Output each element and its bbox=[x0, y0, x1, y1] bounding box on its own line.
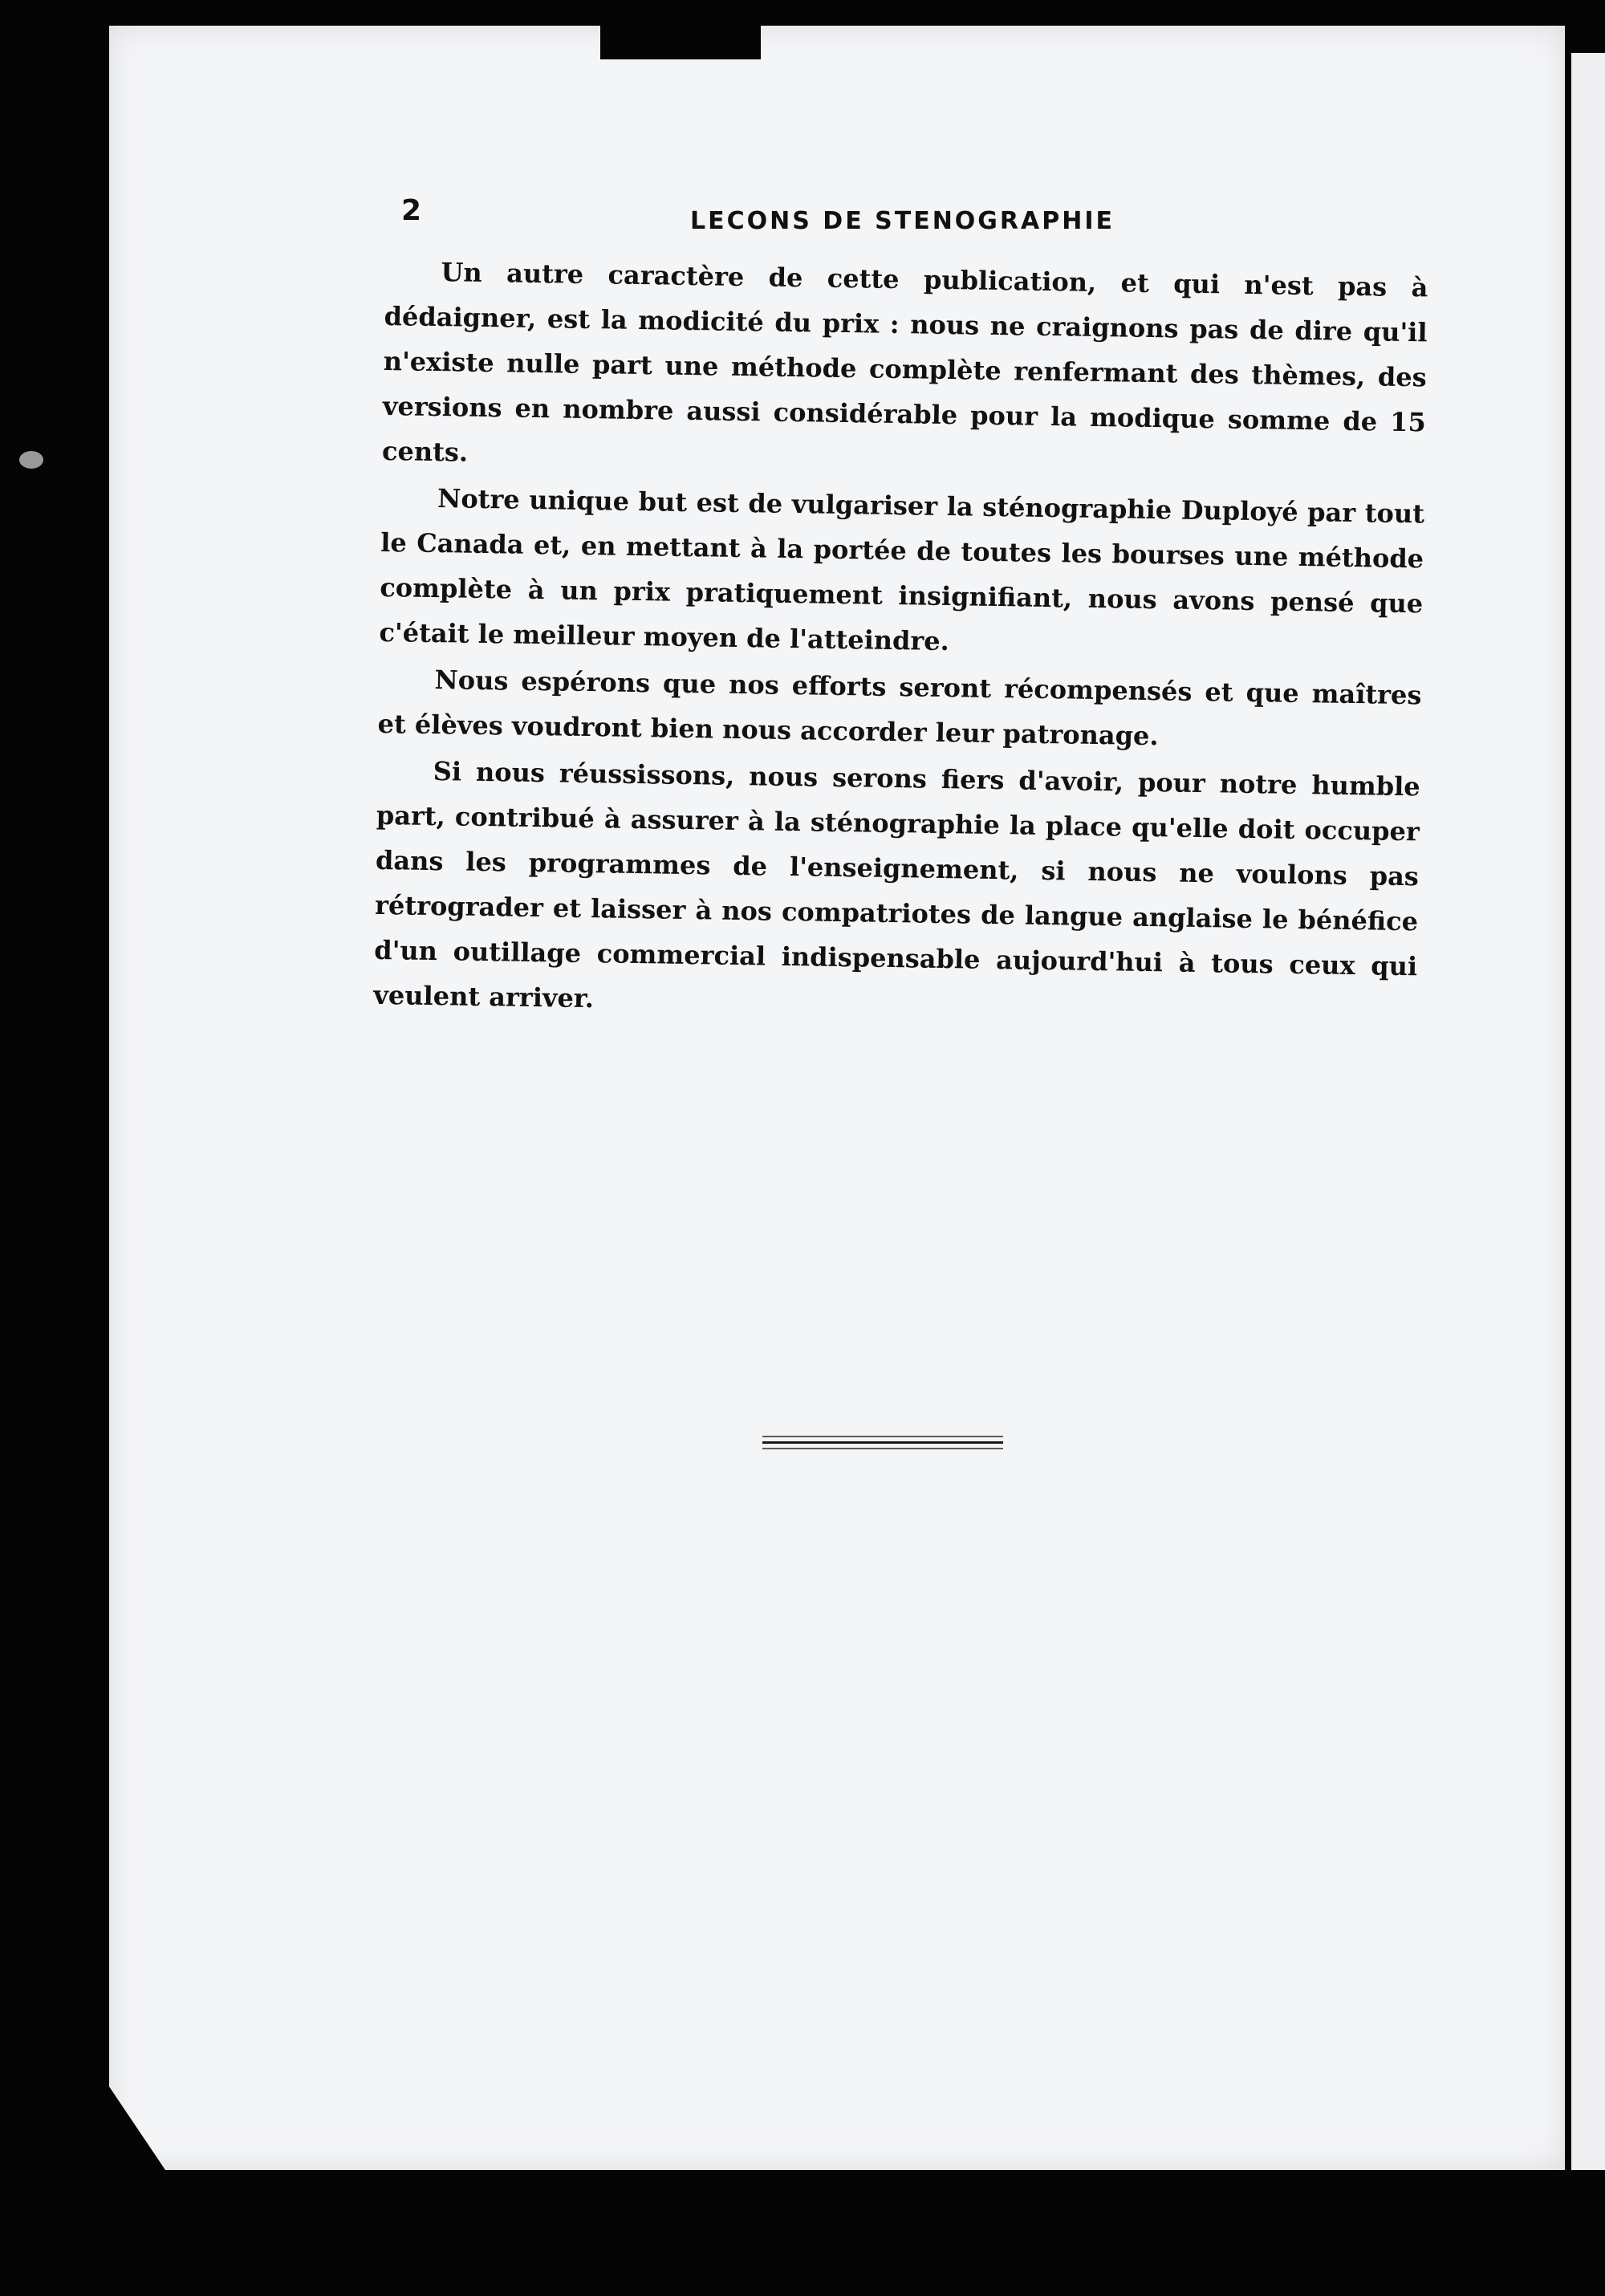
page-number: 2 bbox=[401, 194, 422, 227]
divider-rule bbox=[762, 1441, 1003, 1444]
divider-rule bbox=[762, 1436, 1003, 1437]
scan-speck bbox=[19, 451, 43, 469]
paragraph: Notre unique but est de vulgariser la sténographie Duployé par tout le Canada et, en mettant à la portée de toutes les bourses une méthode complète à un prix pratiquement insignifiant, nous avons pensé que c'était le meilleur moyen de l'atteindre. bbox=[379, 483, 1425, 657]
body-text bbox=[373, 249, 1428, 1035]
running-head: LECONS DE STENOGRAPHIE bbox=[690, 207, 1115, 235]
paragraph: Si nous réussissons, nous serons fiers d'avoir, pour notre humble part, contribué à assurer à la sténographie la place qu'elle doit occuper dans les programmes de l'enseignement, si nous ne voulons pas rétrograder et laisser à nos compatriotes de langue anglaise le bénéfice d'un outillage commercial indispensable aujourd'hui à tous ceux qui veulent arriver. bbox=[373, 756, 1420, 1014]
page-corner bbox=[109, 2087, 165, 2170]
section-divider bbox=[762, 1436, 1003, 1453]
divider-rule bbox=[762, 1448, 1003, 1449]
page-tab bbox=[600, 26, 761, 59]
facing-page-edge bbox=[1571, 53, 1605, 2170]
paragraph: Un autre caractère de cette publication, et qui n'est pas à dédaigner, est la modicité du prix : nous ne craignons pas de dire qu'il n'existe nulle part une méthode complète renfermant des thèmes, des versions en nombre aussi considérable pour la modique somme de 15 cents. bbox=[381, 257, 1428, 468]
paragraph: Nous espérons que nos efforts seront récompensés et que maîtres et élèves voudront bien nous accorder leur patronage. bbox=[377, 664, 1422, 752]
